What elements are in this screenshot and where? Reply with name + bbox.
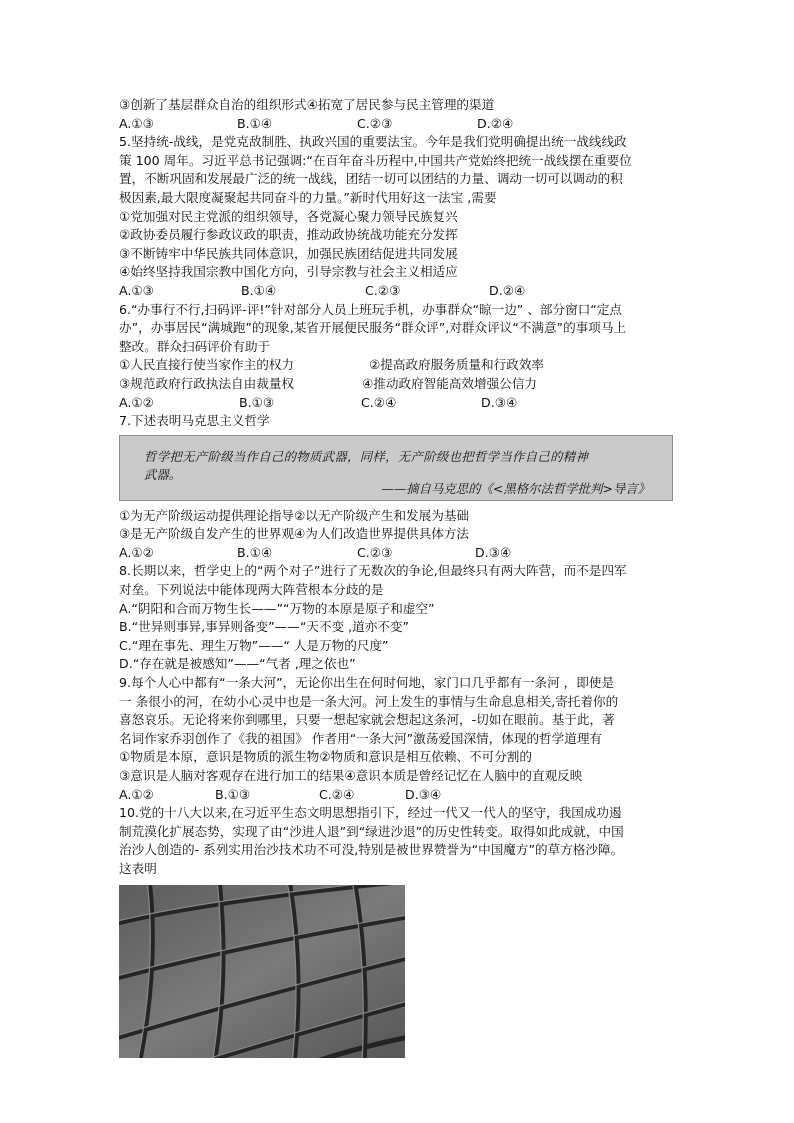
q6-statements-row-2 xyxy=(119,375,679,394)
q6-options xyxy=(119,394,679,413)
q8-option-a: A.“阴阳和合而万物生长——”“万物的本原是原子和虚空” xyxy=(119,600,435,616)
q6-statement-1: ①人民直接行使当家作主的权力 xyxy=(119,357,295,373)
straw-checkerboard-photo xyxy=(119,885,405,1058)
q5-options xyxy=(119,282,679,301)
q6-option-b: B.①③ xyxy=(239,394,275,410)
q7-option-a: A.①② xyxy=(119,544,154,560)
q6-line: 6.“办事行不行,扫码评-评!”针对部分人员上班玩手机，办事群众“晾一边” 、部分窗口“定点 xyxy=(119,301,623,317)
q6-option-a: A.①② xyxy=(119,394,154,410)
q5-option-c: C.②③ xyxy=(365,282,401,298)
q8-line: 8.长期以来，哲学史上的“两个对子”进行了无数次的争论,但最终只有两大阵营，而不是四军 xyxy=(119,563,627,579)
q4-option-a: A.①③ xyxy=(119,115,154,131)
q5-statement: ③不断铸牢中华民族共同体意识，加强民族团结促进共同发展 xyxy=(119,245,458,261)
q6-statement-4: ④推动政府智能高效增强公信力 xyxy=(362,375,538,391)
q8-option-c: C.“理在事先、理生万物”——“ 人是万物的尺度” xyxy=(119,637,389,653)
q9-option-b: B.①③ xyxy=(215,786,251,802)
q6-option-c: C.②④ xyxy=(361,394,397,410)
q5-line: 置，不断巩固和发展最广泛的统一战线，团结一切可以团结的力量、调动一切可以调动的积 xyxy=(119,171,623,187)
q6-statement-3: ③规范政府行政执法自由裁量权 xyxy=(119,375,295,391)
q10-line: 治沙人创造的- 系列实用治沙技术功不可没,特别是被世界赞誉为“中国魔方”的草方格沙障。 xyxy=(119,842,624,858)
q10-line: 这表明 xyxy=(119,860,157,876)
q6-line: 办”，办事居民“满城跑”的现象,某省开展便民服务“群众评”,对群众评议“不满意”的事项马上 xyxy=(119,320,627,336)
q7-statement: ③是无产阶级自发产生的世界观④为人们改造世界提供具体方法 xyxy=(119,526,470,542)
q7-quote-source: ——摘自马克思的《<黑格尔法哲学批判>导言》 xyxy=(381,480,650,496)
q5-statement: ②政协委员履行参政议政的职责，推动政协统战功能充分发挥 xyxy=(119,227,458,243)
q7-quote-text: 武器。 xyxy=(144,466,182,482)
q5-line: 极因素,最大限度凝聚起共同奋斗的力量。”新时代用好这一法宝 ,需要 xyxy=(119,189,497,205)
q5-option-a: A.①③ xyxy=(119,282,154,298)
q5-statement: ④始终坚持我国宗教中国化方向，引导宗教与社会主义相适应 xyxy=(119,264,458,280)
q8-option-b: B.“世异则事异,事异则备变”——“天不变 ,道亦不变” xyxy=(119,619,410,635)
q8-line: 对垒。下列说法中能体现两大阵营根本分歧的是 xyxy=(119,582,384,598)
q10-line: 制荒漠化扩展态势，实现了由“沙进人退”到“绿进沙退”的历史性转变。取得如此成就，中国 xyxy=(119,823,624,839)
q6-line: 整改。群众扫码评价有助于 xyxy=(119,338,271,354)
q7-options xyxy=(119,544,679,563)
q7-option-b: B.①④ xyxy=(237,544,273,560)
q9-option-d: D.③④ xyxy=(405,786,442,802)
q5-option-b: B.①④ xyxy=(241,282,277,298)
q4-statement-line: ③创新了基层群众自治的组织形式④拓宽了居民参与民主管理的渠道 xyxy=(119,97,495,112)
q7-stem: 7.下述表明马克思主义哲学 xyxy=(119,413,270,429)
q8-option-d: D.“存在就是被感知”——“气者 ,理之依也” xyxy=(119,656,356,672)
q4-option-c: C.②③ xyxy=(357,115,393,131)
q7-quote-text: 哲学把无产阶级当作自己的物质武器，同样，无产阶级也把哲学当作自己的精神 xyxy=(144,448,589,464)
q6-statements-row-1 xyxy=(119,356,679,375)
q9-line: 名词作家乔羽创作了《我的祖国》 作者用“一条大河”激荡爱国深情，体现的哲学道理有 xyxy=(119,730,603,746)
q7-statement: ①为无产阶级运动提供理论指导②以无产阶级产生和发展为基础 xyxy=(119,507,470,523)
q4-options xyxy=(119,115,679,134)
q9-line: 一 条很小的河，在幼小心灵中也是一条大河。河上发生的事情与生命息息相关,寄托着你的 xyxy=(119,693,619,709)
q7-quote-box xyxy=(119,435,673,501)
q6-statement-2: ②提高政府服务质量和行政效率 xyxy=(369,357,545,373)
q9-statement: ①物质是本原，意识是物质的派生物②物质和意识是相互依赖、不可分割的 xyxy=(119,749,532,765)
q9-option-a: A.①② xyxy=(119,786,154,802)
q10-line: 10.党的十八大以来,在习近平生态文明思想指引下，经过一代又一代人的坚守，我国成功遏 xyxy=(119,805,622,821)
q5-line: 策 100 周年。习近平总书记强调:“在百年奋斗历程中,中国共产党始终把统一战线摆在重要位 xyxy=(119,152,632,168)
q7-option-c: C.②③ xyxy=(357,544,393,560)
q6-option-d: D.③④ xyxy=(481,394,518,410)
q9-statement: ③意识是人脑对客观存在进行加工的结果④意识本质是曾经记忆在人脑中的直观反映 xyxy=(119,768,583,783)
question-text-block xyxy=(119,96,679,1058)
q5-statement: ①党加强对民主党派的组织领导，各党凝心聚力领导民族复兴 xyxy=(119,208,458,224)
q9-option-c: C.②④ xyxy=(319,786,355,802)
q4-option-d: D.②④ xyxy=(477,115,514,131)
q9-options xyxy=(119,786,679,805)
q7-option-d: D.③④ xyxy=(475,544,512,560)
q5-option-d: D.②④ xyxy=(489,282,526,298)
q9-line: 喜怒哀乐。无论将来你到哪里，只要一想起家就会想起这条河，-切如在眼前。基于此，著 xyxy=(119,712,615,728)
q4-option-b: B.①④ xyxy=(237,115,273,131)
q9-line: 9.每个人心中都有“一条大河”，无论你出生在何时何地，家门口几乎都有一条河 ，即使是 xyxy=(119,675,615,691)
q5-line: 5.坚持统-战线，是党克敌制胜、执政兴国的重要法宝。今年是我们党明确提出统一战线线政 xyxy=(119,134,627,150)
